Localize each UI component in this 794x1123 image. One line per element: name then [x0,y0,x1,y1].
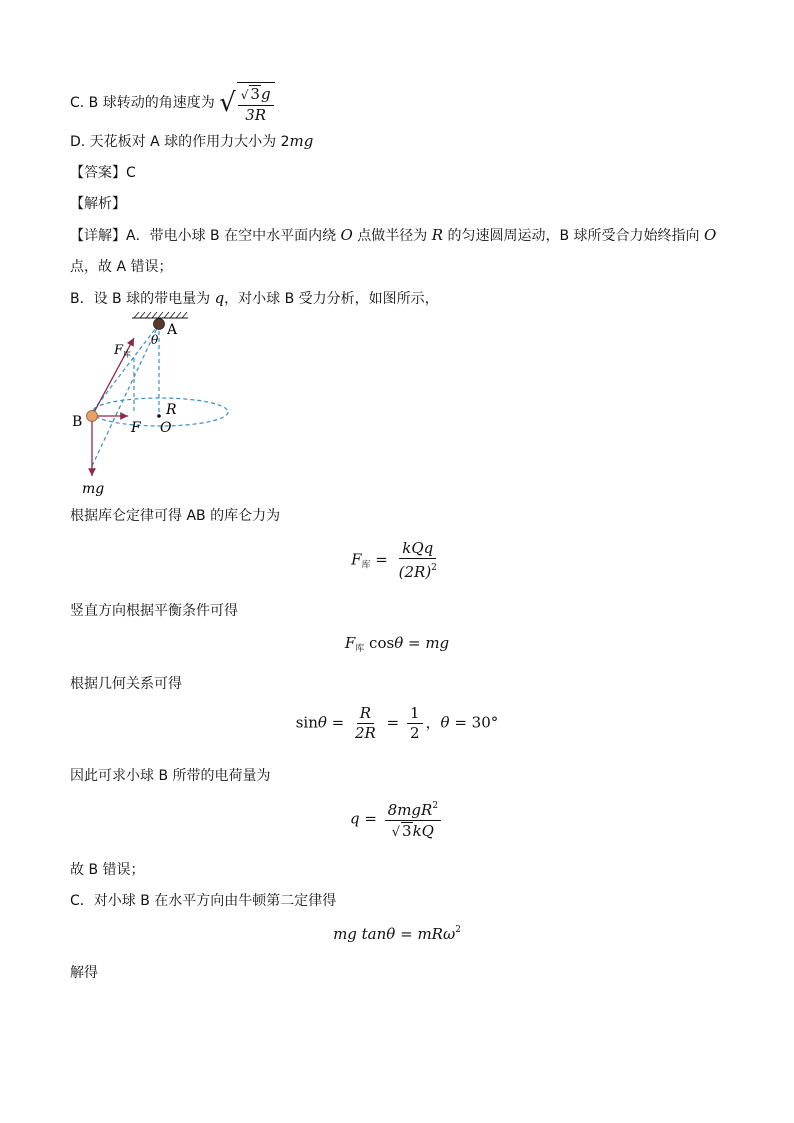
string-dashed [92,324,159,412]
text-c: C．对小球 B 在水平方向由牛顿第二定律得 [70,893,337,909]
label-o: O [160,420,172,436]
detail-line-2: 点，故 A 错误； [70,259,173,275]
ball-b [87,411,98,422]
center-dot [157,414,161,418]
detail-line-3: B．设 B 球的带电量为 q，对小球 B 受力分析，如图所示， [70,289,439,307]
text-coulomb: 根据库仑定律可得 AB 的库仑力为 [70,508,281,524]
ceiling-hatch [134,312,187,318]
detail-line-1: 【详解】A．带电小球 B 在空中水平面内绕 O 点做半径为 R 的匀速圆周运动，B 球所受合力始终指向 O [70,226,717,244]
option-d [70,131,313,151]
option-d-value: mg [289,132,314,150]
text-solve: 解得 [70,965,98,981]
label-ku-sub: 库 [123,350,131,359]
analysis-tag: 【解析】 [70,196,126,212]
label-a: A [167,322,178,338]
equation-balance: $F_库$ cosθ = mg [344,634,450,654]
equation-charge: q = $\frac{8mgR^2}{√ 3kQ}$ [0,798,794,841]
force-diagram [60,308,250,500]
answer-tag: 【答案】C [70,165,136,181]
option-c-formula: √ $\frac{√ 3g}{3R}$ [219,82,274,124]
label-mg: mg [82,481,105,497]
ball-a [154,319,165,330]
equation-newton: mg tanθ = mRω$^2$ [333,925,461,943]
equation-geometry: sinθ = $\frac{R}{2R}$ = $\frac{1}{2}$ ，θ = 30° [295,704,499,742]
text-charge: 因此可求小球 B 所带的电荷量为 [70,768,271,784]
equation-coulomb: $F_库$ = $\frac{\text{kQq}}{(2R)^2}$ [351,539,437,581]
option-d-text: D. 天花板对 A 球的作用力大小为 2 [70,134,290,150]
dashed-geometry [92,324,228,466]
label-b: B [72,414,83,430]
text-vertical: 竖直方向根据平衡条件可得 [70,603,238,619]
option-c-text: C. B 球转动的角速度为 [70,95,215,111]
label-theta: θ [151,333,159,347]
label-r: R [166,402,177,418]
option-c [70,82,275,124]
label-f-ku: F [114,343,124,358]
label-f: F [131,420,141,436]
text-geometry: 根据几何关系可得 [70,676,182,692]
extension-dashed [92,324,159,466]
text-b-wrong: 故 B 错误； [70,862,145,878]
